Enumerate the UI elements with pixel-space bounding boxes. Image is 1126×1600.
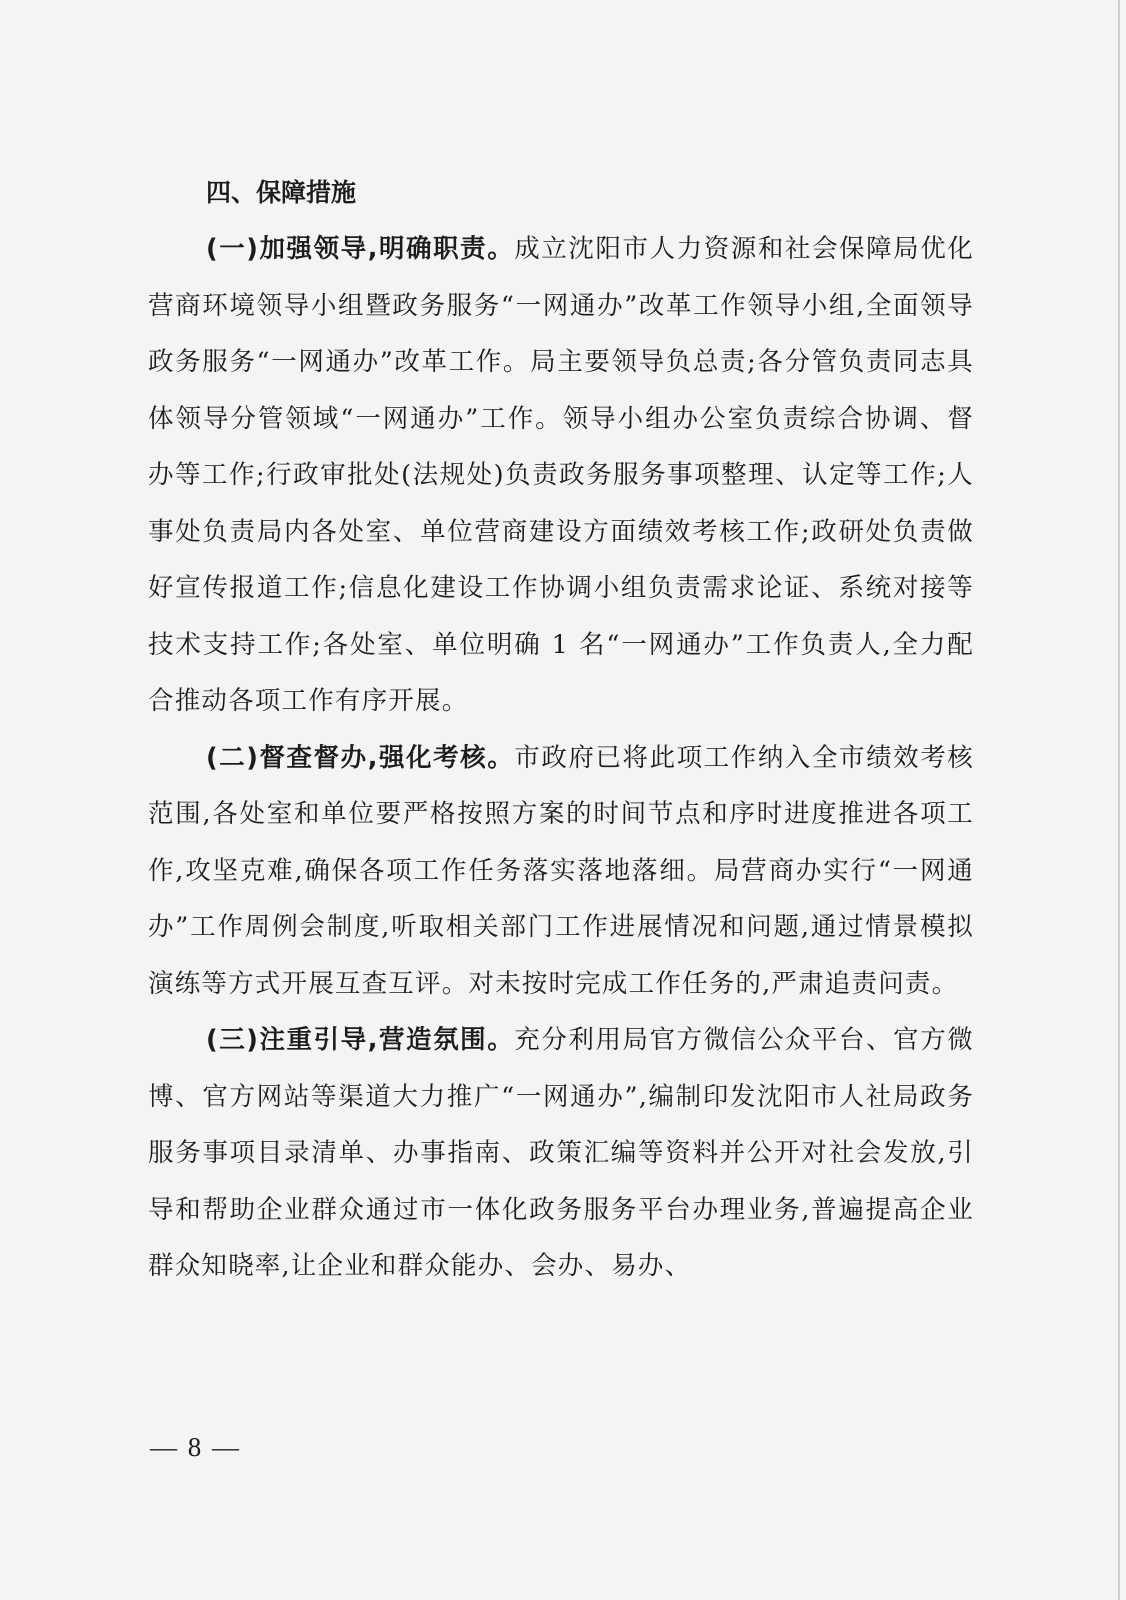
- paragraph-1-text: 成立沈阳市人力资源和社会保障局优化营商环境领导小组暨政务服务“一网通办”改革工作领导小组,全面领导政务服务“一网通办”改革工作。局主要领导负总责;各分管负责同志具体领导分管领域“一网通办”工作。领导小组办公室负责综合协调、督办等工作;行政审批处(法规处)负责政务服务事项整理、认定等工作;人事处负责局内各处室、单位营商建设方面绩效考核工作;政研处负责做好宣传报道工作;信息化建设工作协调小组负责需求论证、系统对接等技术支持工作;各处室、单位明确 1 名“一网通办”工作负责人,全力配合推动各项工作有序开展。: [148, 234, 974, 716]
- paragraph-2-lead: (二)督查督办,强化考核。: [206, 742, 515, 773]
- paragraph-3: [148, 1012, 974, 1295]
- paragraph-2: [148, 730, 974, 1013]
- paragraph-3-text: 充分利用局官方微信公众平台、官方微博、官方网站等渠道大力推广“一网通办”,编制印发沈阳市人社局政务服务事项目录清单、办事指南、政策汇编等资料并公开对社会发放,引导和帮助企业群众通过市一体化政务服务平台办理业务,普遍提高企业群众知晓率,让企业和群众能办、会办、易办、: [148, 1025, 974, 1281]
- document-body: [148, 165, 974, 1295]
- section-heading: 四、保障措施: [206, 178, 357, 207]
- paragraph-1-lead: (一)加强领导,明确职责。: [206, 234, 515, 264]
- page-number: — 8 —: [150, 1432, 241, 1462]
- paragraph-1: [148, 221, 974, 730]
- scan-edge-divider: [1118, 0, 1120, 1600]
- paragraph-3-lead: (三)注重引导,营造氛围。: [206, 1025, 515, 1055]
- paragraph-2-text: 市政府已将此项工作纳入全市绩效考核范围,各处室和单位要严格按照方案的时间节点和序时进度推进各项工作,攻坚克难,确保各项工作任务落实落地落细。局营商办实行“一网通办”工作周例会制度,听取相关部门工作进展情况和问题,通过情景模拟演练等方式开展互查互评。对未按时完成工作任务的,严肃追责问责。: [148, 742, 974, 999]
